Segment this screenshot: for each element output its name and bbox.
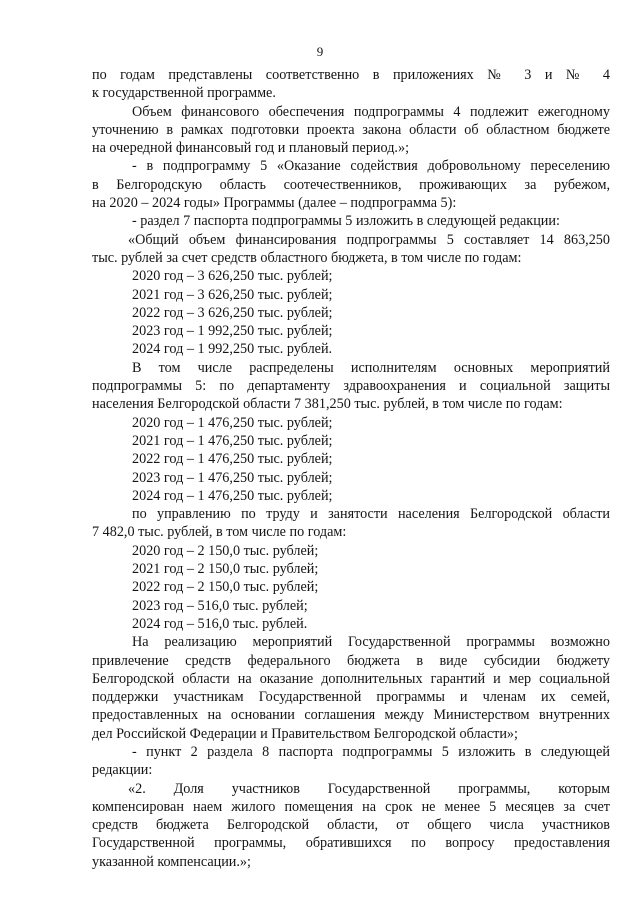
text-line: на 2020 – 2024 годы» Программы (далее – подпрограмма 5): xyxy=(92,195,457,212)
text-line: по управлению по труду и занятости населения Белгородской области xyxy=(132,506,610,523)
text-line: - раздел 7 паспорта подпрограммы 5 изложить в следующей редакции: xyxy=(132,213,560,230)
page-number: 9 xyxy=(316,44,324,59)
text-line: 2024 год – 516,0 тыс. рублей. xyxy=(132,615,308,632)
text-line: поддержки участникам Государственной программы и членам их семей, xyxy=(92,689,610,706)
text-line: тыс. рублей за счет средств областного бюджета, в том числе по годам: xyxy=(92,249,522,266)
text-line: к государственной программе. xyxy=(92,85,276,102)
text-line: 2022 год – 3 626,250 тыс. рублей; xyxy=(132,304,333,321)
text-line: подпрограммы 5: по департаменту здравоохранения и социальной защиты xyxy=(92,378,610,395)
text-line: 2023 год – 1 476,250 тыс. рублей; xyxy=(132,469,333,486)
text-line: «Общий объем финансирования подпрограммы 5 составляет 14 863,250 xyxy=(128,231,610,248)
text-line: компенсирован наем жилого помещения на срок не менее 5 месяцев за счет xyxy=(92,798,610,815)
text-line: в Белгородскую область соотечественников, проживающих за рубежом, xyxy=(92,176,610,193)
text-line: 2021 год – 2 150,0 тыс. рублей; xyxy=(132,561,319,578)
text-line: предоставленных на основании соглашения между Министерством внутренних xyxy=(92,707,610,724)
text-line: Государственной программы, обратившихся по вопросу предоставления xyxy=(92,835,610,852)
text-line: 2021 год – 1 476,250 тыс. рублей; xyxy=(132,432,333,449)
text-line: - в подпрограмму 5 «Оказание содействия добровольному переселению xyxy=(132,158,610,175)
text-line: «2. Доля участников Государственной программы, которым xyxy=(128,780,610,797)
text-line: 2020 год – 2 150,0 тыс. рублей; xyxy=(132,542,319,559)
text-line: дел Российской Федерации и Правительством Белгородской области»; xyxy=(92,725,518,742)
document-body xyxy=(92,66,610,871)
text-line: 2024 год – 1 476,250 тыс. рублей; xyxy=(132,487,333,504)
text-line: 2024 год – 1 992,250 тыс. рублей. xyxy=(132,341,333,358)
text-line: уточнению в рамках подготовки проекта закона области об областном бюджете xyxy=(92,121,610,138)
text-line: Объем финансового обеспечения подпрограммы 4 подлежит ежегодному xyxy=(132,103,610,120)
text-line: 7 482,0 тыс. рублей, в том числе по годам: xyxy=(92,524,347,541)
text-line: 2023 год – 1 992,250 тыс. рублей; xyxy=(132,323,333,340)
text-line: средств бюджета Белгородской области, от общего числа участников xyxy=(92,817,610,834)
text-line: 2022 год – 1 476,250 тыс. рублей; xyxy=(132,451,333,468)
text-line: на очередной финансовый год и плановый период.»; xyxy=(92,140,410,157)
text-line: Белгородской области на оказание дополнительных гарантий и мер социальной xyxy=(92,670,610,687)
text-line: 2022 год – 2 150,0 тыс. рублей; xyxy=(132,579,319,596)
text-line: редакции: xyxy=(92,762,153,779)
text-line: привлечение средств федерального бюджета в виде субсидии бюджету xyxy=(92,652,610,669)
text-line: - пункт 2 раздела 8 паспорта подпрограммы 5 изложить в следующей xyxy=(132,743,610,760)
text-line: В том числе распределены исполнителям основных мероприятий xyxy=(132,359,610,376)
text-line: На реализацию мероприятий Государственной программы возможно xyxy=(132,634,610,651)
text-line: указанной компенсации.»; xyxy=(92,853,251,870)
text-line: 2023 год – 516,0 тыс. рублей; xyxy=(132,597,308,614)
text-line: 2020 год – 1 476,250 тыс. рублей; xyxy=(132,414,333,431)
text-line: 2021 год – 3 626,250 тыс. рублей; xyxy=(132,286,333,303)
text-line: 2020 год – 3 626,250 тыс. рублей; xyxy=(132,268,333,285)
text-line: по годам представлены соответственно в приложениях № 3 и № 4 xyxy=(92,67,610,83)
text-line: населения Белгородской области 7 381,250 тыс. рублей, в том числе по годам: xyxy=(92,396,563,413)
